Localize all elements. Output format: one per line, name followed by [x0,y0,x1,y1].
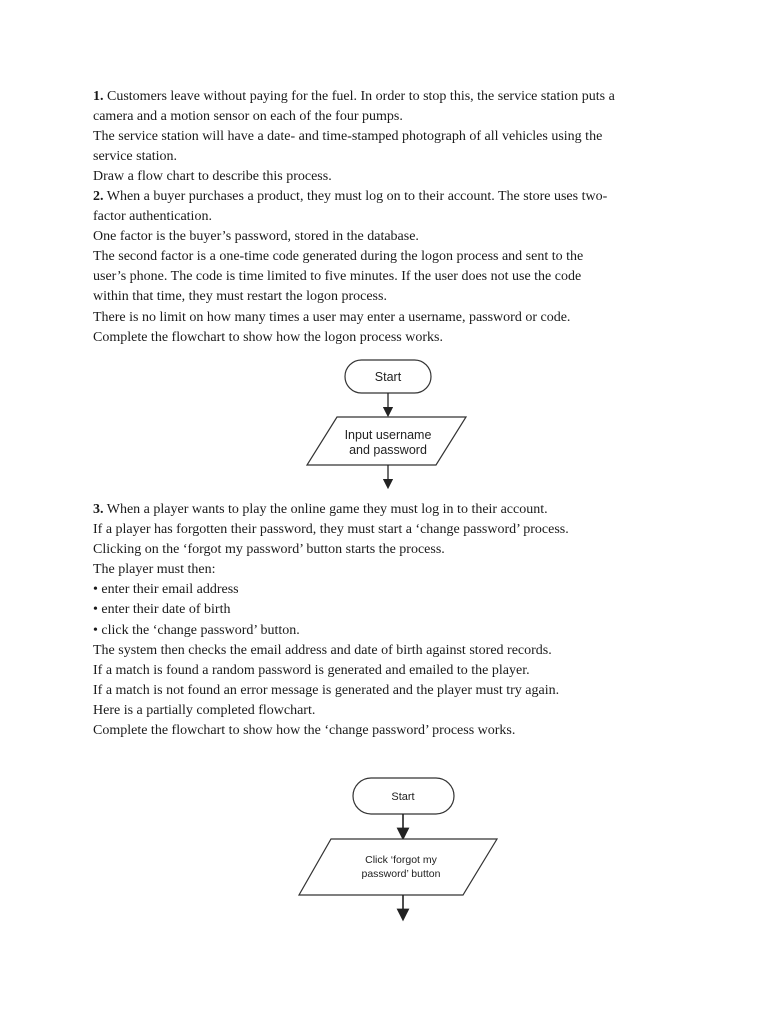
question-3-line: • enter their email address [93,582,239,598]
input-label-line1: Click ‘forgot my [365,854,437,866]
question-3-line: If a match is not found an error message is generated and the player must try again. [93,682,560,698]
question-3-line: Clicking on the ‘forgot my password’ button starts the process. [93,542,445,558]
question-3-line: • click the ‘change password’ button. [93,622,300,638]
question-1-number: 1. [93,89,104,104]
question-2-number: 2. [93,189,104,204]
input-label-line2: and password [349,443,427,457]
question-2-line: One factor is the buyer’s password, stored in the database. [93,229,419,245]
question-3-line: The player must then: [93,562,216,578]
question-3-line: If a player has forgotten their password, they must start a ‘change password’ process. [93,522,569,538]
input-label-line2: password’ button [361,868,441,880]
question-3-line: • enter their date of birth [93,602,231,618]
question-3-line: 3. When a player wants to play the online game they must log in to their account. [93,502,548,517]
question-1-line: camera and a motion sensor on each of the four pumps. [93,109,403,125]
question-2-line: Complete the flowchart to show how the logon process works. [93,329,443,345]
question-2-line: The second factor is a one-time code generated during the logon process and sent to the [93,249,584,265]
question-3-line: Here is a partially completed flowchart. [93,702,316,718]
question-1-line: Draw a flow chart to describe this process. [93,169,332,185]
question-3-line: The system then checks the email address and date of birth against stored records. [93,642,552,658]
start-label: Start [374,370,402,384]
question-2-line: 2. When a buyer purchases a product, they must log on to their account. The store uses two- [93,189,608,204]
change-password-flowchart [295,774,500,924]
question-2-line: user’s phone. The code is time limited to five minutes. If the user does not use the code [93,269,582,285]
question-3-line: If a match is found a random password is generated and emailed to the player. [93,662,530,678]
question-3-line: Complete the flowchart to show how the ‘change password’ process works. [93,723,516,739]
question-2-line: within that time, they must restart the logon process. [93,289,387,305]
question-2-line: factor authentication. [93,209,212,225]
input-label-line1: Input username [344,428,432,442]
question-1-line: 1. Customers leave without paying for the fuel. In order to stop this, the service station puts a [93,89,615,104]
question-2-line: There is no limit on how many times a user may enter a username, password or code. [93,309,571,325]
start-label: Start [391,791,415,803]
question-1-line: service station. [93,149,177,165]
question-3-number: 3. [93,502,104,517]
question-1 [93,87,683,187]
question-2 [93,187,683,348]
logon-flowchart [300,356,470,492]
question-3 [93,500,683,741]
input-parallelogram [299,839,497,895]
question-1-line: The service station will have a date- and time-stamped photograph of all vehicles using the [93,129,603,145]
